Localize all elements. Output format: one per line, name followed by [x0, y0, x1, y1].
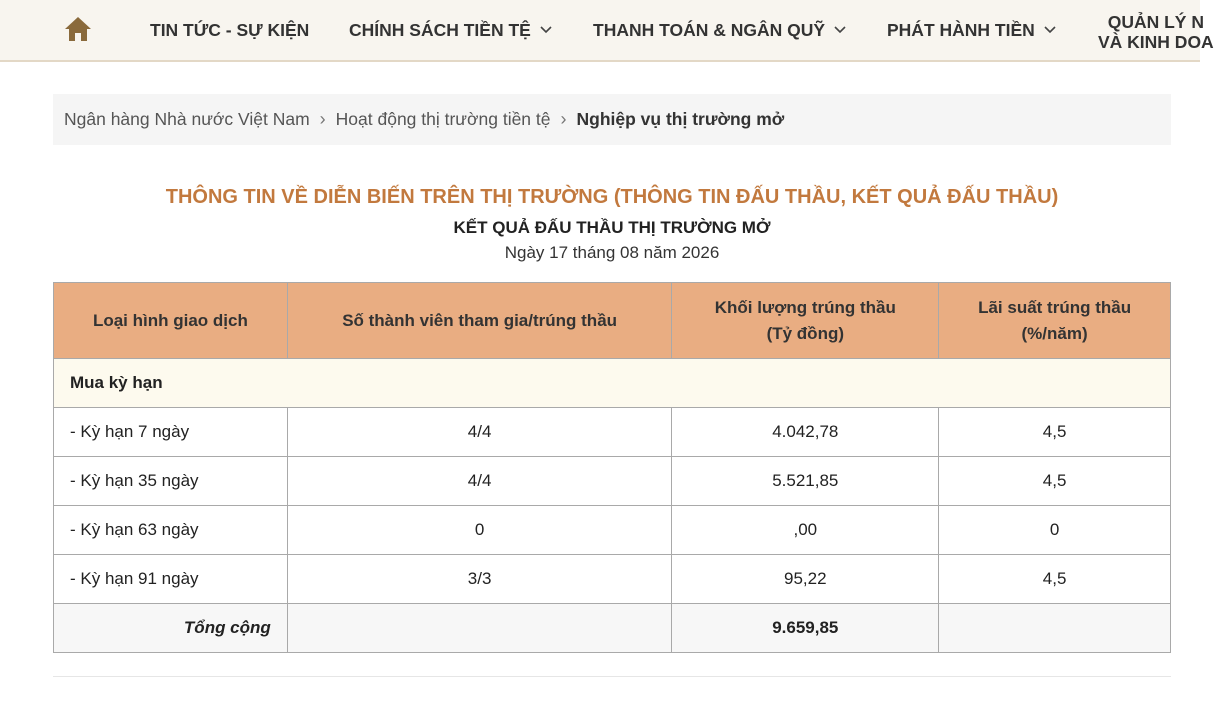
cell-volume: 95,22 — [672, 555, 939, 604]
cell-volume: ,00 — [672, 506, 939, 555]
header-unit: (Tỷ đồng) — [766, 323, 844, 343]
nav-item-news[interactable] — [150, 0, 309, 60]
cell-rate: 0 — [939, 506, 1171, 555]
total-members — [287, 604, 672, 653]
chevron-down-icon — [539, 25, 553, 35]
cell-rate: 4,5 — [939, 408, 1171, 457]
header-label: Khối lượng trúng thầu — [714, 297, 896, 317]
breadcrumb — [53, 94, 1171, 145]
section-label: Mua kỳ hạn — [54, 359, 1171, 408]
chevron-down-icon — [833, 25, 847, 35]
auction-results-table — [53, 282, 1171, 653]
nav-item-label-line2: VÀ KINH DOA — [1098, 32, 1214, 52]
nav-item-management[interactable] — [1098, 12, 1214, 52]
nav-item-label: CHÍNH SÁCH TIỀN TỆ — [349, 19, 531, 40]
table-row — [54, 506, 1171, 555]
header-label: Loại hình giao dịch — [92, 310, 248, 330]
breadcrumb-money-market[interactable]: Hoạt động thị trường tiền tệ — [335, 109, 551, 129]
cell-type: - Kỳ hạn 91 ngày — [54, 555, 288, 604]
table-row — [54, 408, 1171, 457]
nav-item-monetary-policy[interactable] — [349, 0, 553, 60]
header-rate — [939, 283, 1171, 359]
table-row — [54, 555, 1171, 604]
chevron-right-icon: › — [319, 109, 326, 129]
table-row — [54, 457, 1171, 506]
nav-item-currency-issuance[interactable] — [887, 0, 1057, 60]
nav-item-label-line1: QUẢN LÝ N — [1107, 12, 1204, 32]
header-volume — [672, 283, 939, 359]
cell-members: 3/3 — [287, 555, 672, 604]
header-transaction-type — [54, 283, 288, 359]
page-title: THÔNG TIN VỀ DIỄN BIẾN TRÊN THỊ TRƯỜNG (THÔNG TIN ĐẤU THẦU, KẾT QUẢ ĐẤU THẦU) — [165, 186, 1059, 208]
cell-type: - Kỳ hạn 35 ngày — [54, 457, 288, 506]
nav-item-payment-treasury[interactable] — [593, 0, 847, 60]
chevron-right-icon: › — [560, 109, 567, 129]
cell-volume: 4.042,78 — [672, 408, 939, 457]
cell-members: 4/4 — [287, 408, 672, 457]
nav-item-label: PHÁT HÀNH TIỀN — [887, 19, 1035, 40]
breadcrumb-home[interactable]: Ngân hàng Nhà nước Việt Nam — [64, 109, 310, 129]
table-section-row — [54, 359, 1171, 408]
chevron-down-icon — [1043, 25, 1057, 35]
top-nav — [0, 0, 1214, 62]
cell-rate: 4,5 — [939, 555, 1171, 604]
header-unit: (%/năm) — [1021, 323, 1088, 343]
report-date: Ngày 17 tháng 08 năm 2026 — [504, 243, 720, 262]
table-total-row — [54, 604, 1171, 653]
total-label: Tổng cộng — [54, 604, 288, 653]
cell-volume: 5.521,85 — [672, 457, 939, 506]
home-icon[interactable] — [64, 16, 92, 42]
breadcrumb-current: Nghiệp vụ thị trường mở — [576, 109, 785, 129]
nav-item-label: THANH TOÁN & NGÂN QUỸ — [593, 19, 826, 40]
header-label: Số thành viên tham gia/trúng thầu — [342, 310, 618, 330]
header-label: Lãi suất trúng thầu — [978, 297, 1132, 317]
cell-members: 0 — [287, 506, 672, 555]
table-header-row — [54, 283, 1171, 359]
cell-rate: 4,5 — [939, 457, 1171, 506]
cell-members: 4/4 — [287, 457, 672, 506]
cell-type: - Kỳ hạn 7 ngày — [54, 408, 288, 457]
cell-type: - Kỳ hạn 63 ngày — [54, 506, 288, 555]
total-rate — [939, 604, 1171, 653]
total-volume: 9.659,85 — [672, 604, 939, 653]
page-subtitle: KẾT QUẢ ĐẤU THẦU THỊ TRƯỜNG MỞ — [453, 218, 771, 237]
divider — [53, 676, 1171, 677]
header-members — [287, 283, 672, 359]
nav-item-label: TIN TỨC - SỰ KIỆN — [150, 19, 310, 40]
